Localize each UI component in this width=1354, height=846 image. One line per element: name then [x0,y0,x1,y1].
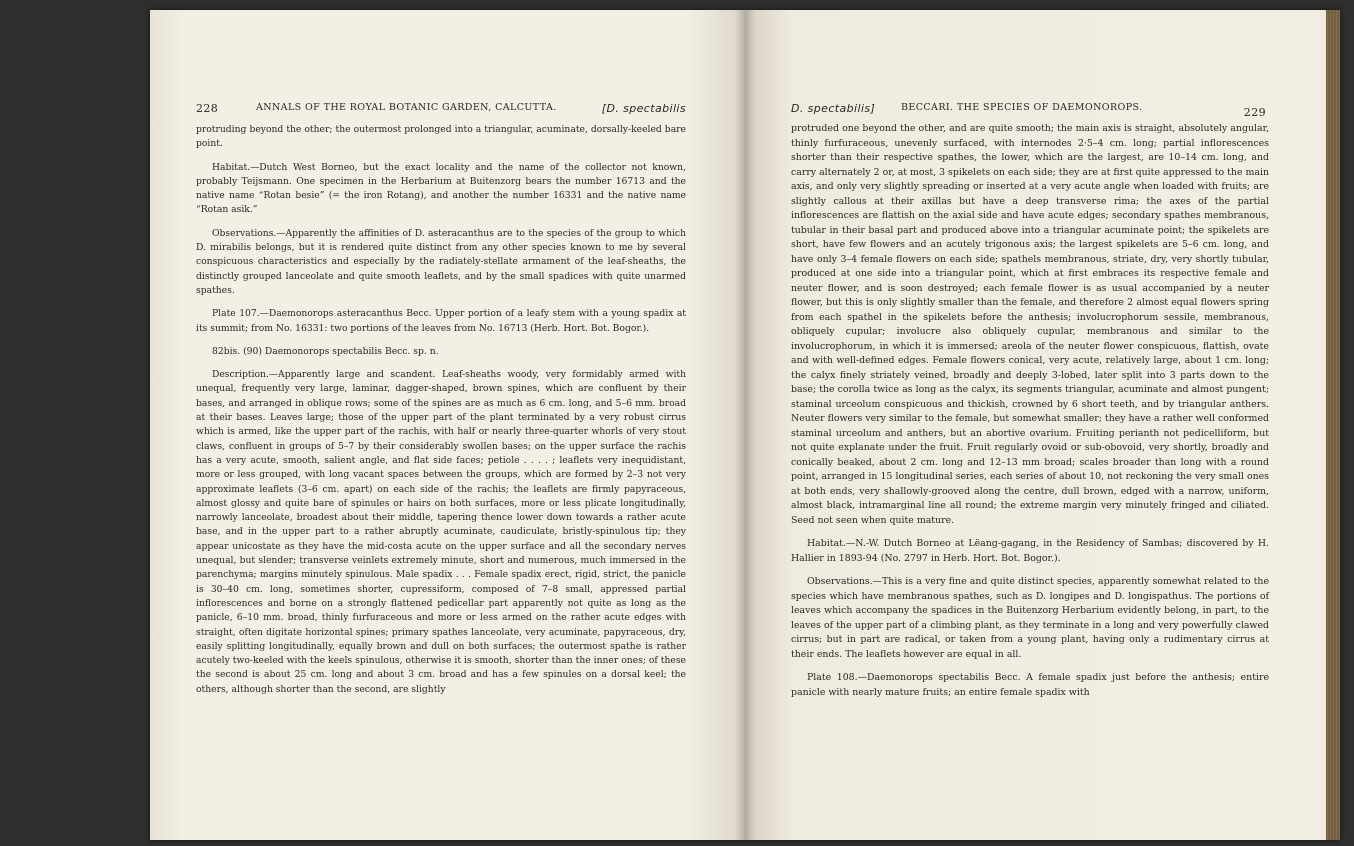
species-title: 82bis. (90) Daemonorops spectabilis Becc. sp. n. [212,345,439,357]
right-plate-paragraph: Plate 108.—Daemonorops spectabilis Becc. A female spadix just before the anthesis; entire panicle with nearly mature fruits; an entire female spadix with [791,672,1269,698]
plate-paragraph: Plate 107.—Daemonorops asteracanthus Becc. Upper portion of a leafy stem with a young spadix at its summit; from No. 16331: two portions of the leaves from No. 16713 (Herb. Hort. Bot. Bogor.). [196,308,686,334]
description-paragraph: Description.—Apparently large and scandent. Leaf-sheaths woody, very formidably armed with unequal, frequently very large, laminar, dagger-shaped, brown spines, which are confluent by their bases, and arranged in oblique rows; some of the spines are as much as 6 cm. long, and 5–6 mm. broad at their bases. Leaves large; those of the upper part of the plant terminated by a very robust cirrus which is armed, like the upper part of the rachis, with half or nearly three-quarter whorls of very stout claws, confluent in groups of 5–7 by their considerably swollen bases; on the upper surface the rachis has a very acute, smooth, salient angle, and flat side faces; petiole . . . . ; leaflets very inequidistant, more or less grouped, with long vacant spaces between the groups, which are formed by 2–3 not very approximate leaflets (3–6 cm. apart) on each side of the rachis; the leaflets are firmly papyraceous, almost glossy and quite bare of spinules or hairs on both surfaces, more or less plicate longitudinally, narrowly lanceolate, broadest about their middle, tapering thence lower down towards a rather acute base, and in the upper part to a rather abruptly acuminate, caudiculate, bristly-spinulous tip; they appear unicostate as they have the mid-costa acute on the upper surface and all the secondary nerves unequal, but slender; transverse veinlets extremely minute, short and numerous, much immersed in the parenchyma; margins minutely spinulous. Male spadix . . . Female spadix erect, rigid, strict, the panicle is 30–40 cm. long, sometimes shorter, cupressiform, composed of 7–8 small, appressed partial inflorescences and borne on a strongly flattened pedicellar part apparently not quite as long as the panicle, 6–10 mm. broad, thinly furfuraceous and more or less armed on the rather acute edges with straight, often digitate horizontal spines; primary spathes lanceolate, very acuminate, papyraceous, dry, easily splitting longitudinally, equally brown and dull on both surfaces; the outermost spathe is rather acutely two-keeled with the keels spinulous, otherwise it is smooth, shorter than the inner ones; of these the second is about 25 cm. long and about 3 cm. broad and has a few spinules on a dorsal keel; the others, although shorter than the second, are slightly [196,369,686,695]
right-body-text [791,122,1269,709]
left-body-text [196,123,686,706]
right-page-number: 229 [1243,106,1266,119]
left-page-number: 228 [196,102,219,115]
book-spread [150,10,1340,840]
left-species-header: [D. spectabilis [601,102,686,115]
right-habitat-paragraph: Habitat.—N.-W. Dutch Borneo at Lëang-gagang, in the Residency of Sambas; discovered by H. Hallier in 1893-94 (No. 2797 in Herb. Hort. Bot. Bogor.). [791,538,1269,564]
left-para-continuation: protruding beyond the other; the outermost prolonged into a triangular, acuminate, dorsally-keeled bare point. [196,124,686,150]
right-para-continuation: protruded one beyond the other, and are quite smooth; the main axis is straight, absolutely angular, thinly furfuraceous, unevenly surfaced, with internodes 2·5–4 cm. long; partial inflorescences shorter than their respective spathes, the lower, which are the largest, are 10–14 cm. long, and carry alternately 2 or, at most, 3 spikelets on each side; they are at first quite appressed to the main axis, and only very slightly spreading or inserted at a very acute angle when loaded with fruits; are slightly callous at their axillas but have a deep transverse rima; the axes of the partial inflorescences are flattish on the axial side and have acute edges; secondary spathes membranous, tubular in their basal part and produced above into a triangular acuminate point; the spikelets are short, have few flowers and an acutely trigonous axis; the largest spikelets are 5–6 cm. long, and have only 3–4 female flowers on each side; spathels membranous, striate, dry, very shortly tubular, produced at one side into a triangular point, which at first embraces its respective female and neuter flower, and is soon destroyed; each female flower is as usual accompanied by a neuter flower, but this is only slightly smaller than the female, and therefore 2 almost equal flowers spring from each spathel in the spikelets before the anthesis; involucrophorum sessile, membranous, obliquely cupular; involucre also obliquely cupular, membranous and similar to the involucrophorum, in which it is immersed; areola of the neuter flower conspicuous, flattish, ovate and with well-defined edges. Female flowers conical, very acute, relatively large, about 1 cm. long; the calyx finely striately veined, broadly and deeply 3-lobed, later split into 3 parts down to the base; the corolla twice as long as the calyx, its segments triangular, acuminate and almost pungent; staminal urceolum conspicuous and thickish, crowned by 6 short teeth, and by triangular anthers. Neuter flowers very similar to the female, but somewhat smaller; they have a rather well conformed staminal urceolum and anthers, but an abortive ovarium. Fruiting perianth not pedicelliform, but not quite explanate under the fruit. Fruit regularly ovoid or sub-obovoid, very shortly, broadly and conically beaked, about 2 cm. long and 12–13 mm broad; scales broader than long with a round point, arranged in 15 longitudinal series, each series of about 10, not reckoning the very small ones at both ends, very shallowly-grooved along the centre, dull brown, edged with a narrow, uniform, almost black, intramarginal line all round; the extreme margin very minutely fringed and ciliated. Seed not seen when quite mature. [791,123,1269,526]
right-page [745,10,1340,840]
right-species-header: D. spectabilis] [791,102,876,115]
observations-paragraph: Observations.—Apparently the affinities of D. asteracanthus are to the species of the group to which D. mirabilis belongs, but it is rendered quite distinct from any other species known to me by several conspicuous characteristics and especially by the radiately-stellate armament of the leaf-sheaths, the distinctly grouped lanceolate and quite smooth leaflets, and by the small spadices with quite unarmed spathes. [196,227,686,296]
right-running-title: BECCARI. THE SPECIES OF DAEMONOROPS. [901,102,1143,113]
right-observations-paragraph: Observations.—This is a very fine and quite distinct species, apparently somewhat related to the species which have membranous spathes, such as D. longipes and D. longispathus. The portions of leaves which accompany the spadices in the Buitenzorg Herbarium evidently belong, in part, to the leaves of the upper part of a climbing plant, as they terminate in a long and very powerfully clawed cirrus; but in part are radical, or taken from a young plant, having only a rudimentary cirrus at their ends. The leaflets however are equal in all. [791,576,1269,660]
left-running-title: ANNALS OF THE ROYAL BOTANIC GARDEN, CALCUTTA. [256,102,557,113]
left-page [150,10,745,840]
page-edges [1326,10,1340,840]
habitat-paragraph: Habitat.—Dutch West Borneo, but the exact locality and the name of the collector not known, probably Teijsmann. One specimen in the Herbarium at Buitenzorg bears the number 16713 and the native name “Rotan besie” (= the iron Rotang), and another the number 16331 and the native name “Rotan asik.” [196,161,686,216]
